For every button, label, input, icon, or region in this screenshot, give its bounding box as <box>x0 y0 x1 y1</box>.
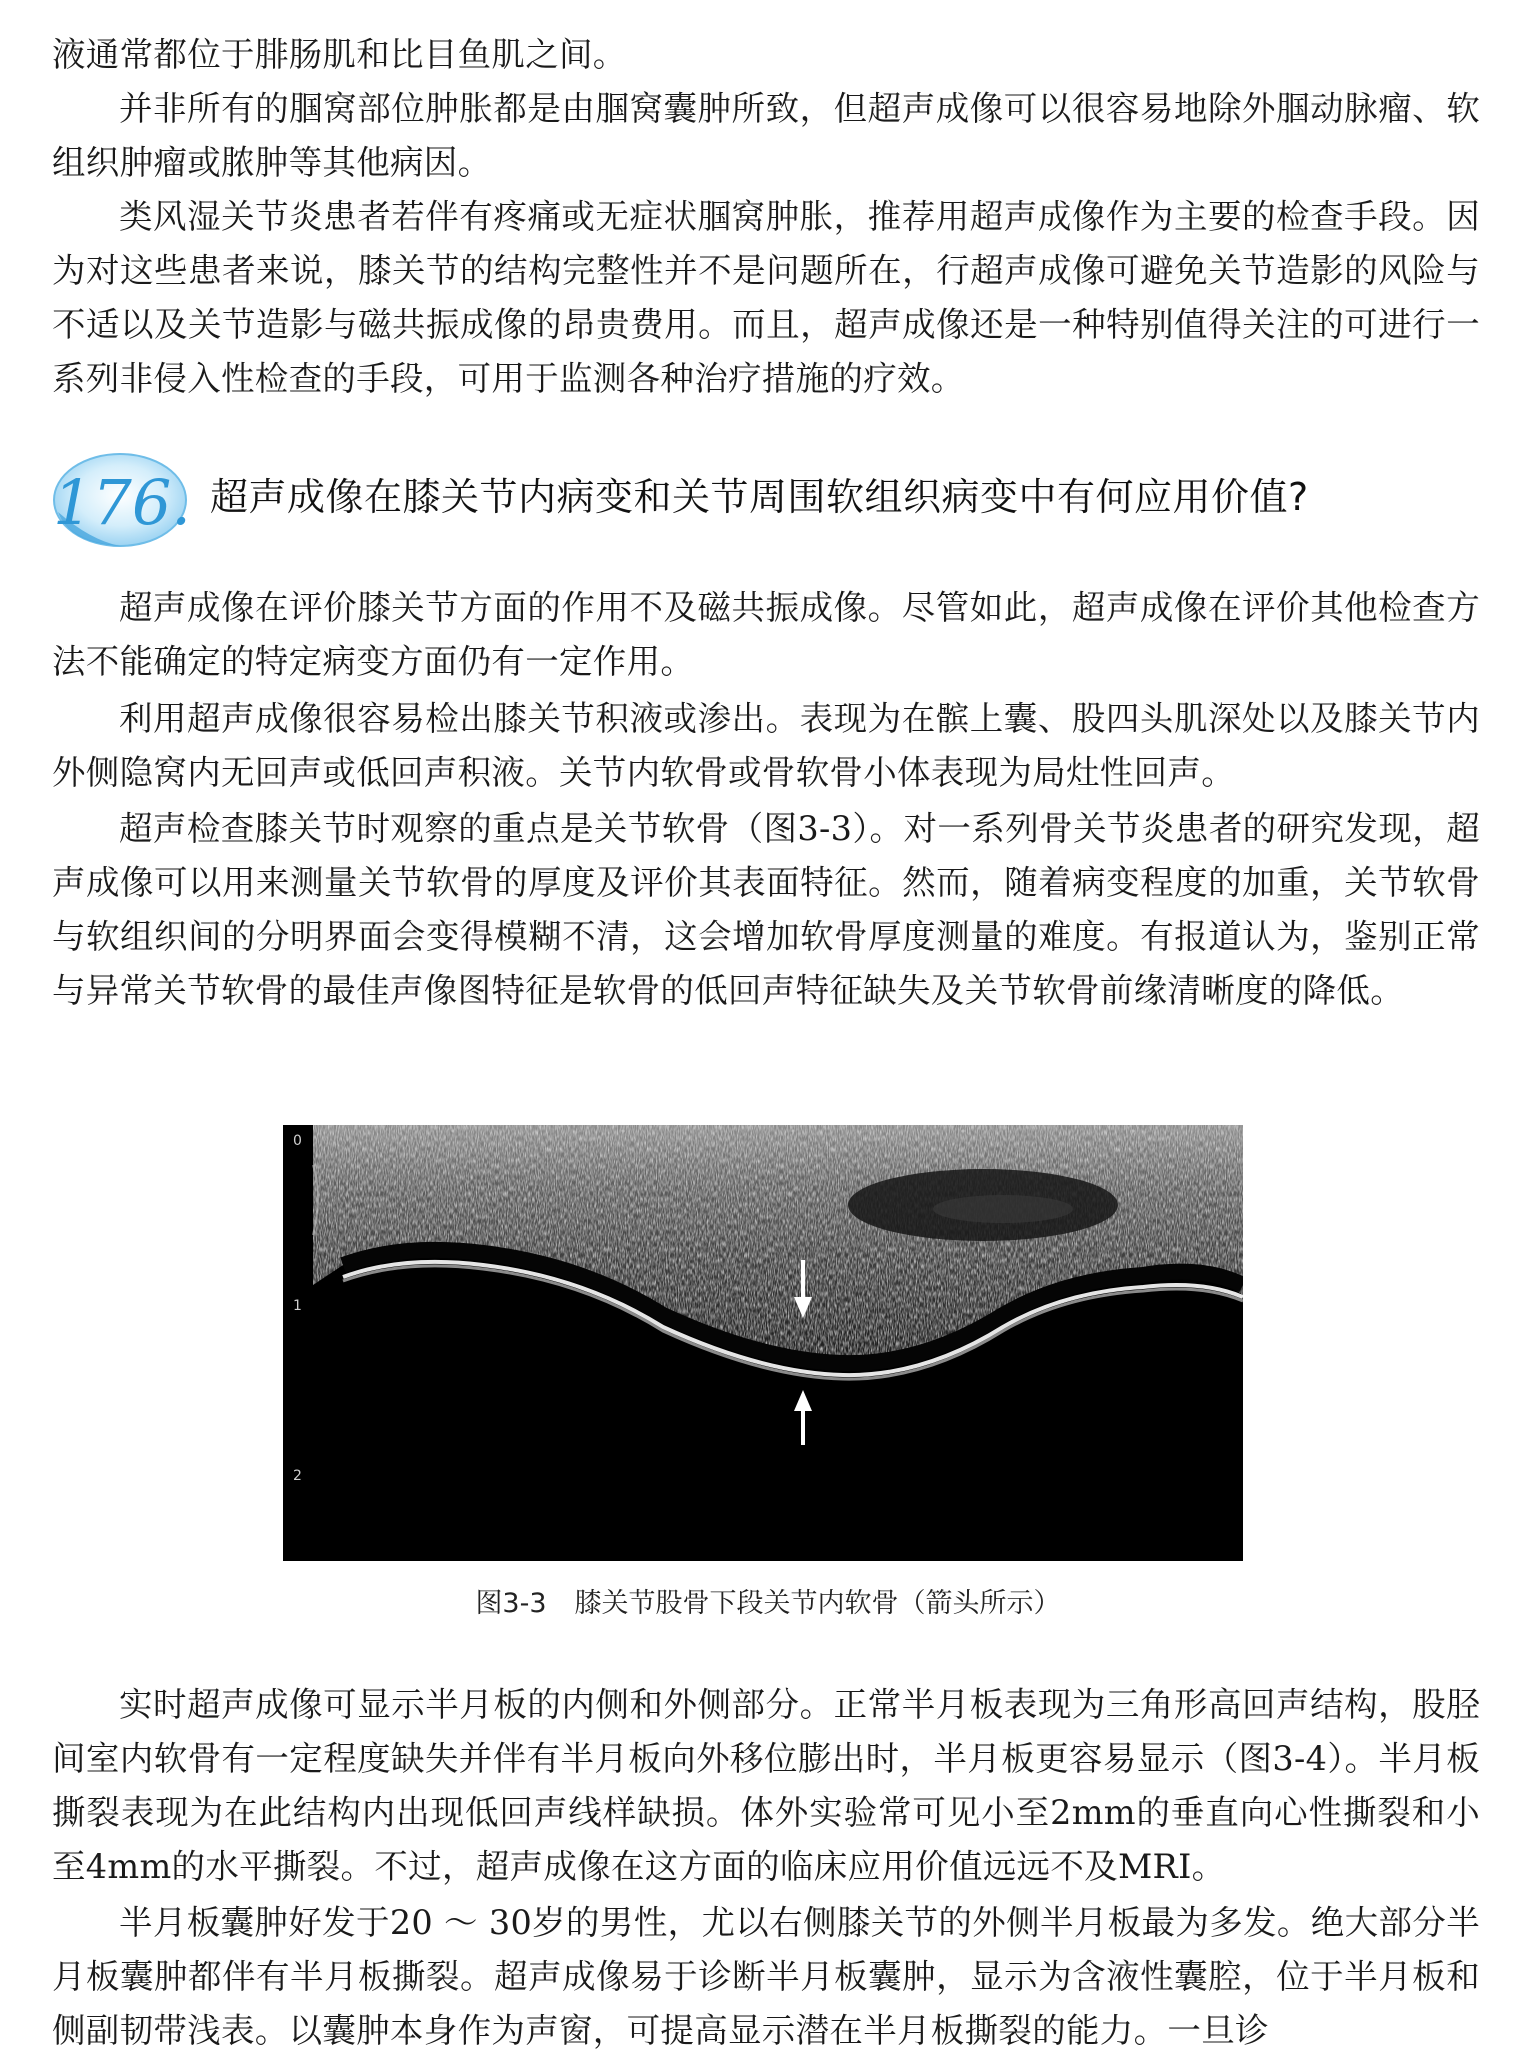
paragraph-popliteal-swelling: 并非所有的腘窝部位肿胀都是由腘窝囊肿所致，但超声成像可以很容易地除外腘动脉瘤、软组织肿瘤或脓肿等其他病因。 <box>52 89 1480 182</box>
paragraph-meniscus: 实时超声成像可显示半月板的内侧和外侧部分。正常半月板表现为三角形高回声结构，股胫间室内软骨有一定程度缺失并伴有半月板向外移位膨出时，半月板更容易显示（图3-4）。半月板撕裂表现为在此结构内出现低回声线样缺损。体外实验常可见小至2mm的垂直向心性撕裂和小至4mm的水平撕裂。不过，超声成像在这方面的临床应用价值远远不及MRI。 <box>52 1685 1480 1886</box>
paragraph-effusion: 利用超声成像很容易检出膝关节积液或渗出。表现为在髌上囊、股四头肌深处以及膝关节内外侧隐窝内无回声或低回声积液。关节内软骨或骨软骨小体表现为局灶性回声。 <box>52 699 1480 792</box>
ultrasound-figure <box>283 1125 1243 1561</box>
scale-label-0: 0 <box>293 1133 302 1149</box>
paragraph-meniscal-cyst: 半月板囊肿好发于20 ～ 30岁的男性，尤以右侧膝关节的外侧半月板最为多发。绝大部分半月板囊肿都伴有半月板撕裂。超声成像易于诊断半月板囊肿，显示为含液性囊腔，位于半月板和侧副韧带浅表。以囊肿本身作为声窗，可提高显示潜在半月板撕裂的能力。一旦诊 <box>52 1903 1480 2050</box>
question-header <box>50 442 1490 552</box>
figure-caption-number: 图3-3 <box>475 1588 547 1619</box>
figure-caption <box>0 1584 1536 1624</box>
paragraph-evaluation: 超声成像在评价膝关节方面的作用不及磁共振成像。尽管如此，超声成像在评价其他检查方法不能确定的特定病变方面仍有一定作用。 <box>52 588 1480 681</box>
paragraph-cartilage: 超声检查膝关节时观察的重点是关节软骨（图3-3）。对一系列骨关节炎患者的研究发现，超声成像可以用来测量关节软骨的厚度及评价其表面特征。然而，随着病变程度的加重，关节软骨与软组织间的分明界面会变得模糊不清，这会增加软骨厚度测量的难度。有报道认为，鉴别正常与异常关节软骨的最佳声像图特征是软骨的低回声特征缺失及关节软骨前缘清晰度的降低。 <box>52 809 1480 1010</box>
question-title: 超声成像在膝关节内病变和关节周围软组织病变中有何应用价值? <box>210 475 1309 519</box>
question-number: 176. <box>52 466 192 539</box>
scale-label-1: 1 <box>293 1298 302 1314</box>
scale-label-2: 2 <box>293 1468 302 1484</box>
figure-caption-text: 膝关节股骨下段关节内软骨（箭头所示） <box>574 1588 1061 1619</box>
question-number-badge <box>50 442 210 552</box>
paragraph-continuation: 液通常都位于腓肠肌和比目鱼肌之间。 <box>52 35 627 74</box>
paragraph-rheumatoid-arthritis: 类风湿关节炎患者若伴有疼痛或无症状腘窝肿胀，推荐用超声成像作为主要的检查手段。因为对这些患者来说，膝关节的结构完整性并不是问题所在，行超声成像可避免关节造影的风险与不适以及关节造影与磁共振成像的昂贵费用。而且，超声成像还是一种特别值得关注的可进行一系列非侵入性检查的手段，可用于监测各种治疗措施的疗效。 <box>52 197 1480 398</box>
ultrasound-image <box>283 1125 1243 1561</box>
